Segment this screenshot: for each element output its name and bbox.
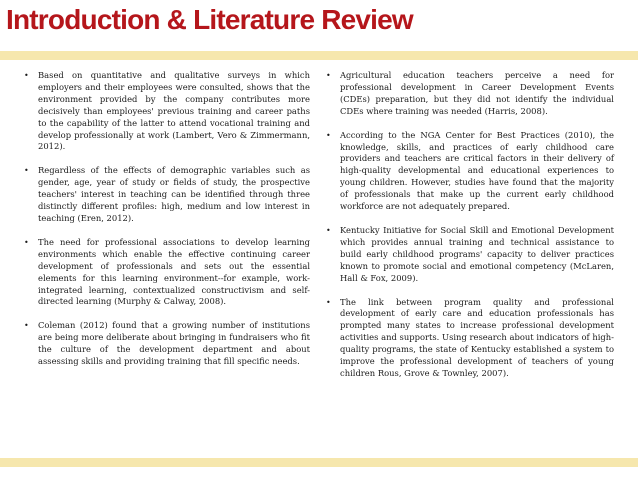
bullet-dot: • bbox=[24, 237, 29, 247]
footer-bar bbox=[0, 458, 638, 467]
bullet-text: The need for professional associations to develop learning environments which enable the effective continuing career development of professionals and sets out the essential elements for this learning environment--for example, work-integrated learning, contextualized constructivism and self-directed learning (Murphy & Calway, 2008). bbox=[38, 236, 310, 307]
title-underline-bar bbox=[0, 51, 638, 60]
bullet-dot: • bbox=[24, 71, 29, 80]
bullet-dot: • bbox=[326, 130, 331, 140]
bullet-dot: • bbox=[326, 225, 331, 235]
bullet-text: Coleman (2012) found that a growing number of institutions are being more deliberate about bringing in fundraisers who fit the culture of the development department and about assessing skills and providing training that fill specific needs. bbox=[38, 320, 310, 367]
bullet-text: Based on quantitative and qualitative surveys in which employers and their employees were consulted, shows that the environment provided by the company contributes more decisively than employees' previous training and career paths to the capability of the latter to attend vocational training and develop professionally at work (Lambert, Vero & Zimmermann, 2012). bbox=[38, 70, 310, 152]
bullet-item bbox=[326, 130, 614, 213]
bullet-text: According to the NGA Center for Best Practices (2010), the knowledge, skills, and practices of early childhood care providers and teachers are critical factors in their delivery of high-quality developmental and educational experiences to young children. However, studies have found that the majority of professionals that make up the current early childhood workforce are not adequately prepared. bbox=[340, 129, 614, 212]
page-title: Introduction & Literature Review bbox=[6, 4, 413, 35]
bullet-text: Kentucky Initiative for Social Skill and Emotional Development which provides annual training and technical assistance to build early childhood programs' capacity to deliver practices known to promote social and emotional competency (McLaren, Hall & Fox, 2009). bbox=[340, 224, 614, 283]
bullet-text: Regardless of the effects of demographic variables such as gender, age, year of study or fields of study, the prospective teachers' interest in teaching can be identified through three distinctly different profiles: high, medium and low interest in teaching (Eren, 2012). bbox=[38, 165, 310, 223]
bullet-item bbox=[24, 237, 310, 308]
bullet-item bbox=[326, 297, 614, 380]
bullet-item bbox=[24, 165, 310, 225]
bullet-item bbox=[24, 320, 310, 368]
bullet-text: Agricultural education teachers perceive a need for professional development in Career Development Events (CDEs) preparation, but they did not identify the individual CDEs where training was needed (Harris, 2008). bbox=[340, 70, 614, 116]
right-column bbox=[326, 70, 614, 380]
bullet-dot: • bbox=[326, 71, 331, 80]
bullet-item bbox=[24, 70, 310, 153]
bullet-dot: • bbox=[24, 321, 29, 331]
bullet-item bbox=[326, 225, 614, 285]
left-column bbox=[24, 70, 310, 368]
bullet-dot: • bbox=[326, 297, 331, 307]
bullet-item bbox=[326, 70, 614, 118]
bullet-dot: • bbox=[24, 166, 29, 176]
bullet-text: The link between program quality and professional development of early care and education professionals has prompted many states to increase professional development activities and supports. Using research about indicators of high-quality programs, the state of Kentucky established a system to improve the professional development of teachers of young children Rous, Grove & Townley, 2007). bbox=[340, 296, 614, 378]
